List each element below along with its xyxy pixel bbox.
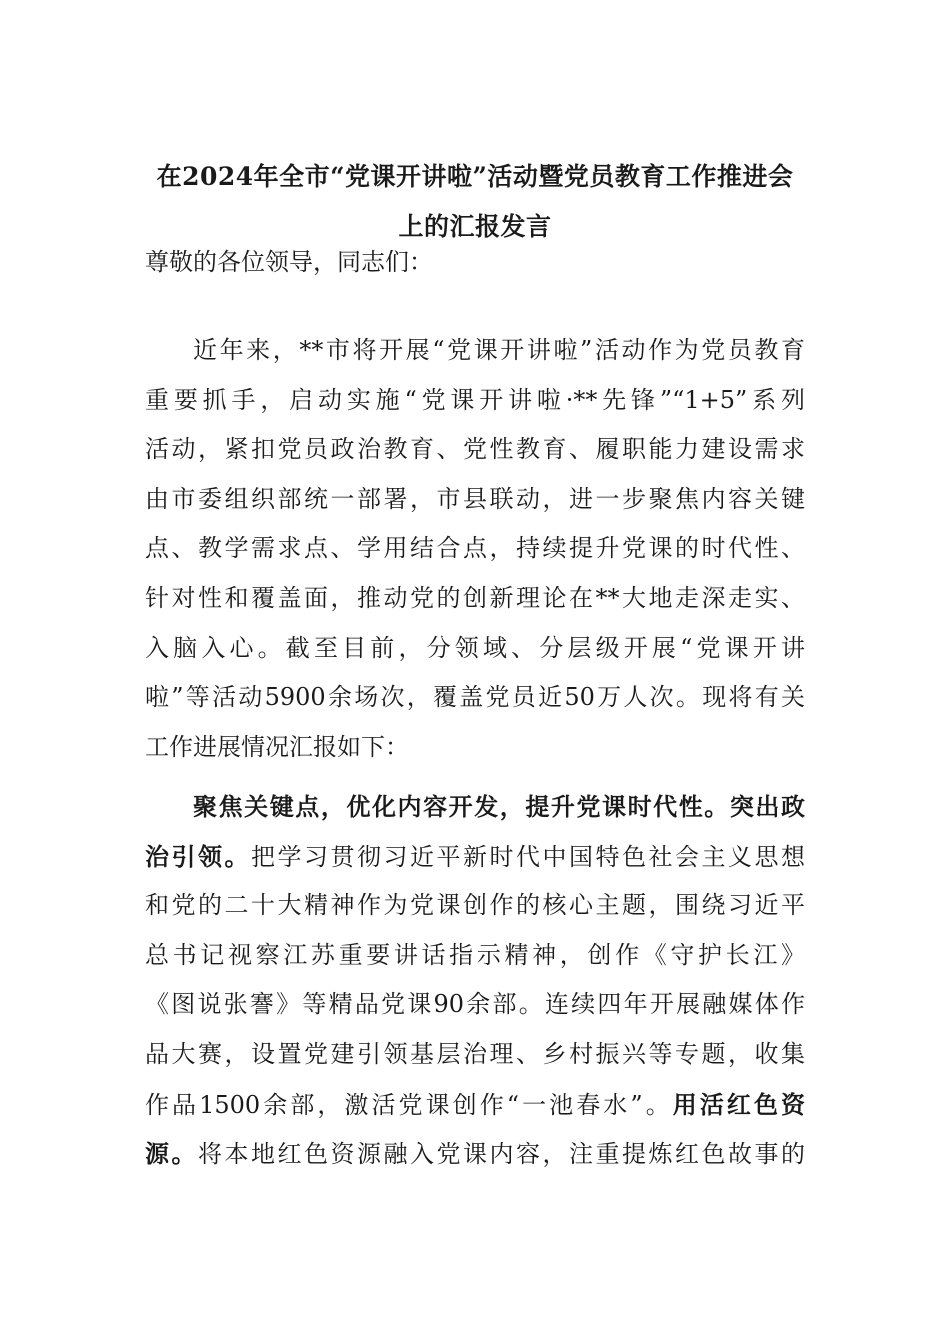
paragraph-line: 啦”等活动5900余场次，覆盖党员近50万人次。现将有关 xyxy=(145,683,805,712)
title-line-2: 上的汇报发言 xyxy=(398,212,552,241)
subheading-red-resources-end: 源。 xyxy=(145,1139,198,1169)
paragraph-line: 工作进展情况汇报如下： xyxy=(145,732,409,761)
paragraph-line: 重要抓手，启动实施“党课开讲啦·**先锋”“1+5”系列 xyxy=(145,385,805,414)
paragraph-line: 品大赛，设置党建引领基层治理、乡村振兴等专题，收集 xyxy=(145,1039,805,1068)
greeting-line: 尊敬的各位领导，同志们： xyxy=(145,248,433,276)
subheading-red-resources: 用活红色资 xyxy=(672,1089,806,1119)
paragraph-intro xyxy=(145,326,805,772)
paragraph-line: 入脑入心。截至目前，分领域、分层级开展“党课开讲 xyxy=(145,633,805,662)
greeting xyxy=(145,238,805,288)
paragraph-line: 总书记视察江苏重要讲话指示精神，创作《守护长江》 xyxy=(145,940,805,969)
document-title xyxy=(145,152,805,252)
paragraph-line: 《图说张謇》等精品党课90余部。连续四年开展融媒体作 xyxy=(145,990,805,1019)
paragraph-line xyxy=(145,1080,805,1130)
paragraph-content-development xyxy=(145,782,805,1179)
paragraph-line: 活动，紧扣党员政治教育、党性教育、履职能力建设需求 xyxy=(145,435,805,464)
paragraph-line: 点、教学需求点、学用结合点，持续提升党课的时代性、 xyxy=(145,534,805,563)
subheading-political-guidance: 治引领。 xyxy=(145,841,251,871)
paragraph-line-text: 把学习贯彻习近平新时代中国特色社会主义思想 xyxy=(251,842,805,871)
paragraph-line: 近年来，**市将开展“党课开讲啦”活动作为党员教育 xyxy=(193,336,805,364)
section-heading-line: 聚焦关键点，优化内容开发，提升党课时代性。突出政 xyxy=(193,792,805,821)
paragraph-line: 由市委组织部统一部署，市县联动，进一步聚焦内容关键 xyxy=(145,484,805,513)
title-line-1: 在2024年全市“党课开讲啦”活动暨党员教育工作推进会 xyxy=(156,162,794,191)
paragraph-line xyxy=(145,1129,805,1179)
paragraph-line-text: 作品1500余部，激活党课创作“一池春水”。 xyxy=(145,1090,673,1119)
paragraph-line: 针对性和覆盖面，推动党的创新理论在**大地走深走实、 xyxy=(145,583,805,612)
paragraph-line xyxy=(145,832,805,882)
paragraph-line: 和党的二十大精神作为党课创作的核心主题，围绕习近平 xyxy=(145,891,805,920)
paragraph-line-text: 将本地红色资源融入党课内容，注重提炼红色故事的 xyxy=(198,1140,805,1169)
